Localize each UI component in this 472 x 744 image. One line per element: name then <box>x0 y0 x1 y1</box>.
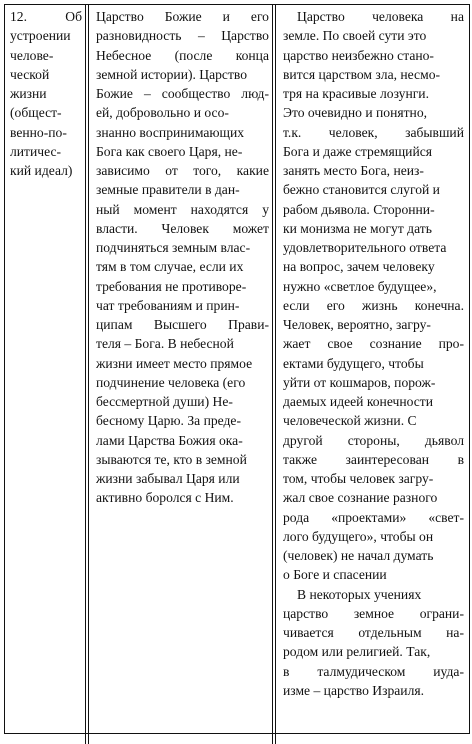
word: люд- <box>241 86 269 101</box>
word: литичес- <box>10 143 62 159</box>
word: жает <box>283 336 311 352</box>
word: вится царством зла, несмо- <box>283 66 441 82</box>
word: свое <box>327 336 353 352</box>
word: том, чтобы человек загру- <box>283 471 434 486</box>
text-line <box>10 103 82 122</box>
word: жизни имеет место прямое <box>96 355 253 371</box>
column-divider <box>88 4 89 744</box>
word: устроении <box>10 28 71 44</box>
text-line <box>283 469 464 488</box>
word: Человек, вероятно, загру- <box>283 317 431 332</box>
text-line <box>96 26 269 45</box>
text-line <box>283 46 464 65</box>
text-line <box>96 219 269 238</box>
word: отдельным <box>358 625 422 640</box>
word: теля – Бога. В небесной <box>96 336 234 352</box>
word: подчинение человека (его <box>96 374 246 390</box>
word: Высшего <box>153 317 207 332</box>
word: активно боролся с Ним. <box>96 490 234 506</box>
text-line <box>96 238 269 257</box>
word: знанно воспринимающих <box>96 124 245 140</box>
word: человеческой жизни. С <box>283 413 417 429</box>
text-line <box>283 681 464 700</box>
word: Это очевидно и понятно, <box>283 105 428 121</box>
text-line <box>96 257 269 276</box>
word: какие <box>236 163 269 178</box>
text-line <box>283 623 464 642</box>
text-line <box>283 65 464 84</box>
text-line <box>283 392 464 411</box>
word: власти. <box>96 220 138 236</box>
word: тям в том случае, если их <box>96 259 244 275</box>
word: человека <box>372 9 424 24</box>
text-line <box>96 65 269 84</box>
word: ектами будущего, чтобы <box>283 355 424 371</box>
text-line <box>283 219 464 238</box>
text-line <box>96 142 269 161</box>
word: сообщество <box>161 86 231 101</box>
word: конечна. <box>414 297 464 313</box>
word: (общест- <box>10 105 62 121</box>
text-line <box>283 662 464 681</box>
word: (после <box>174 47 213 63</box>
word: Царство <box>221 28 269 44</box>
text-line <box>96 180 269 199</box>
word: Прави- <box>228 317 269 332</box>
word: конца <box>235 47 269 63</box>
word: стороны, <box>347 432 400 448</box>
text-line <box>96 84 269 103</box>
word: о Боге и спасении <box>283 567 387 583</box>
text-line <box>96 431 269 450</box>
word: про- <box>438 336 464 352</box>
word: тря на красивые лозунги. <box>283 86 429 101</box>
text-line <box>283 354 464 373</box>
word: его <box>326 297 345 313</box>
word: жизни <box>10 86 47 101</box>
text-line <box>283 334 464 353</box>
text-line <box>96 277 269 296</box>
text-line <box>96 123 269 142</box>
word: человек, <box>328 124 378 140</box>
word: бессмертной души) Не- <box>96 394 233 409</box>
word: того, <box>193 163 222 178</box>
word: в <box>283 663 290 679</box>
word: зависимо <box>96 163 150 178</box>
text-line <box>96 7 269 26</box>
cell-topic <box>10 7 82 180</box>
word: уйти от кошмаров, порож- <box>283 374 436 390</box>
word: – <box>197 28 205 44</box>
word: в <box>457 451 464 467</box>
word: другой <box>283 432 323 448</box>
text-line <box>10 7 82 26</box>
word: от <box>165 163 178 178</box>
word: на- <box>446 625 464 640</box>
text-line <box>10 26 82 45</box>
text-line <box>10 123 82 142</box>
word: на вопрос, зачем человеку <box>283 259 435 275</box>
word: венно-по- <box>10 124 67 140</box>
word: «свет- <box>428 509 464 525</box>
word: Об <box>65 9 82 24</box>
word: даемых идеей конечности <box>283 394 434 409</box>
word: подчиняться земным влас- <box>96 240 251 255</box>
word: Небесное <box>96 47 152 63</box>
text-line <box>96 392 269 411</box>
text-line <box>283 200 464 219</box>
text-line <box>283 373 464 392</box>
text-line <box>10 65 82 84</box>
text-line <box>283 431 464 450</box>
word: его <box>250 9 269 24</box>
word: ки монизма не могут дать <box>283 220 432 236</box>
word: удовлетворительного ответа <box>283 240 447 255</box>
cell-heavenly-kingdom <box>96 7 269 508</box>
word: т.к. <box>283 124 302 140</box>
word: Бога и даже стремящийся <box>283 143 433 159</box>
word: у <box>262 201 269 217</box>
word: также <box>283 451 317 467</box>
word: царство неизбежно стано- <box>283 47 434 63</box>
word: (человек) не начал думать <box>283 548 434 563</box>
word: кий идеал) <box>10 163 73 178</box>
word: царство <box>283 605 329 621</box>
word: момент <box>133 201 177 217</box>
word: жал свое сознание разного <box>283 490 438 506</box>
text-line <box>283 257 464 276</box>
word: талмудическом <box>317 663 406 679</box>
word: Человек <box>161 220 209 236</box>
word: Царство <box>297 9 345 24</box>
word: земле. По своей сути это <box>283 28 427 44</box>
text-line <box>283 508 464 527</box>
word: «проектами» <box>331 509 407 525</box>
text-line <box>283 488 464 507</box>
word: Божие <box>96 86 133 101</box>
text-line <box>283 604 464 623</box>
word: рода <box>283 509 310 525</box>
word: челове- <box>10 47 54 63</box>
word: чат требованиям и прин- <box>96 297 240 313</box>
word: рабом дьявола. Сторонни- <box>283 201 435 217</box>
word: родом или религией. Так, <box>283 644 431 660</box>
text-line <box>96 103 269 122</box>
text-line <box>283 123 464 142</box>
word: бесному Царю. За преде- <box>96 413 241 429</box>
text-line <box>283 411 464 430</box>
column-divider <box>85 4 86 744</box>
text-line <box>283 238 464 257</box>
text-line <box>283 7 464 26</box>
word: требования не противоре- <box>96 278 247 294</box>
text-line <box>96 373 269 392</box>
text-line <box>10 142 82 161</box>
word: ческой <box>10 66 50 82</box>
text-line <box>283 26 464 45</box>
text-line <box>283 296 464 315</box>
word: и <box>222 9 230 24</box>
text-line <box>283 161 464 180</box>
word: лами Царства Божия ока- <box>96 432 243 448</box>
word: жизнь <box>362 297 398 313</box>
word: жизни забывал Царя или <box>96 471 240 486</box>
text-line <box>283 450 464 469</box>
word: ограни- <box>419 605 464 621</box>
text-line <box>10 84 82 103</box>
word: занять место Бога, неиз- <box>283 163 424 178</box>
text-line <box>283 642 464 661</box>
word: Царство <box>96 9 144 24</box>
text-line <box>10 161 82 180</box>
text-line <box>96 488 269 507</box>
word: земные правители в дан- <box>96 182 240 198</box>
text-line <box>283 142 464 161</box>
text-line <box>96 161 269 180</box>
text-line <box>283 103 464 122</box>
word: зываются те, кто в земной <box>96 451 247 467</box>
text-line <box>10 46 82 65</box>
word: дьявол <box>424 432 464 448</box>
text-line <box>283 565 464 584</box>
text-line <box>96 296 269 315</box>
text-line <box>283 277 464 296</box>
text-line <box>96 46 269 65</box>
word: Божие <box>164 9 202 24</box>
word: находятся <box>190 201 249 217</box>
text-line <box>283 180 464 199</box>
word: земной истории). Царство <box>96 66 248 82</box>
text-line <box>96 334 269 353</box>
text-line <box>96 469 269 488</box>
column-divider <box>272 4 273 744</box>
word: нужно «светлое будущее», <box>283 278 437 294</box>
word: лого будущего», чтобы он <box>283 528 434 544</box>
word: В некоторых учениях <box>297 586 422 602</box>
text-line <box>96 315 269 334</box>
word: на <box>450 9 464 24</box>
word: если <box>283 297 310 313</box>
word: ей, добровольно и осо- <box>96 105 229 121</box>
text-line <box>283 527 464 546</box>
text-line <box>283 315 464 334</box>
word: бежно становится слугой и <box>283 182 440 198</box>
word: иуда- <box>433 663 464 679</box>
word: разновидность <box>96 28 182 44</box>
text-line <box>96 411 269 430</box>
text-line <box>96 450 269 469</box>
word: ципам <box>96 317 133 332</box>
text-line <box>96 200 269 219</box>
word: земное <box>353 605 395 621</box>
text-line <box>96 354 269 373</box>
column-divider <box>275 4 276 744</box>
word: – <box>143 86 151 101</box>
word: ный <box>96 201 120 217</box>
text-line <box>283 585 464 604</box>
word: 12. <box>10 9 27 24</box>
word: изме – царство Израиля. <box>283 682 425 698</box>
word: Бога как своего Царя, не- <box>96 143 243 159</box>
word: сознание <box>369 336 422 352</box>
word: чивается <box>283 625 334 640</box>
cell-earthly-kingdom <box>283 7 464 700</box>
text-line <box>283 546 464 565</box>
word: может <box>232 220 269 236</box>
word: забывший <box>405 124 464 140</box>
text-line <box>283 84 464 103</box>
word: заинтересован <box>345 451 430 467</box>
